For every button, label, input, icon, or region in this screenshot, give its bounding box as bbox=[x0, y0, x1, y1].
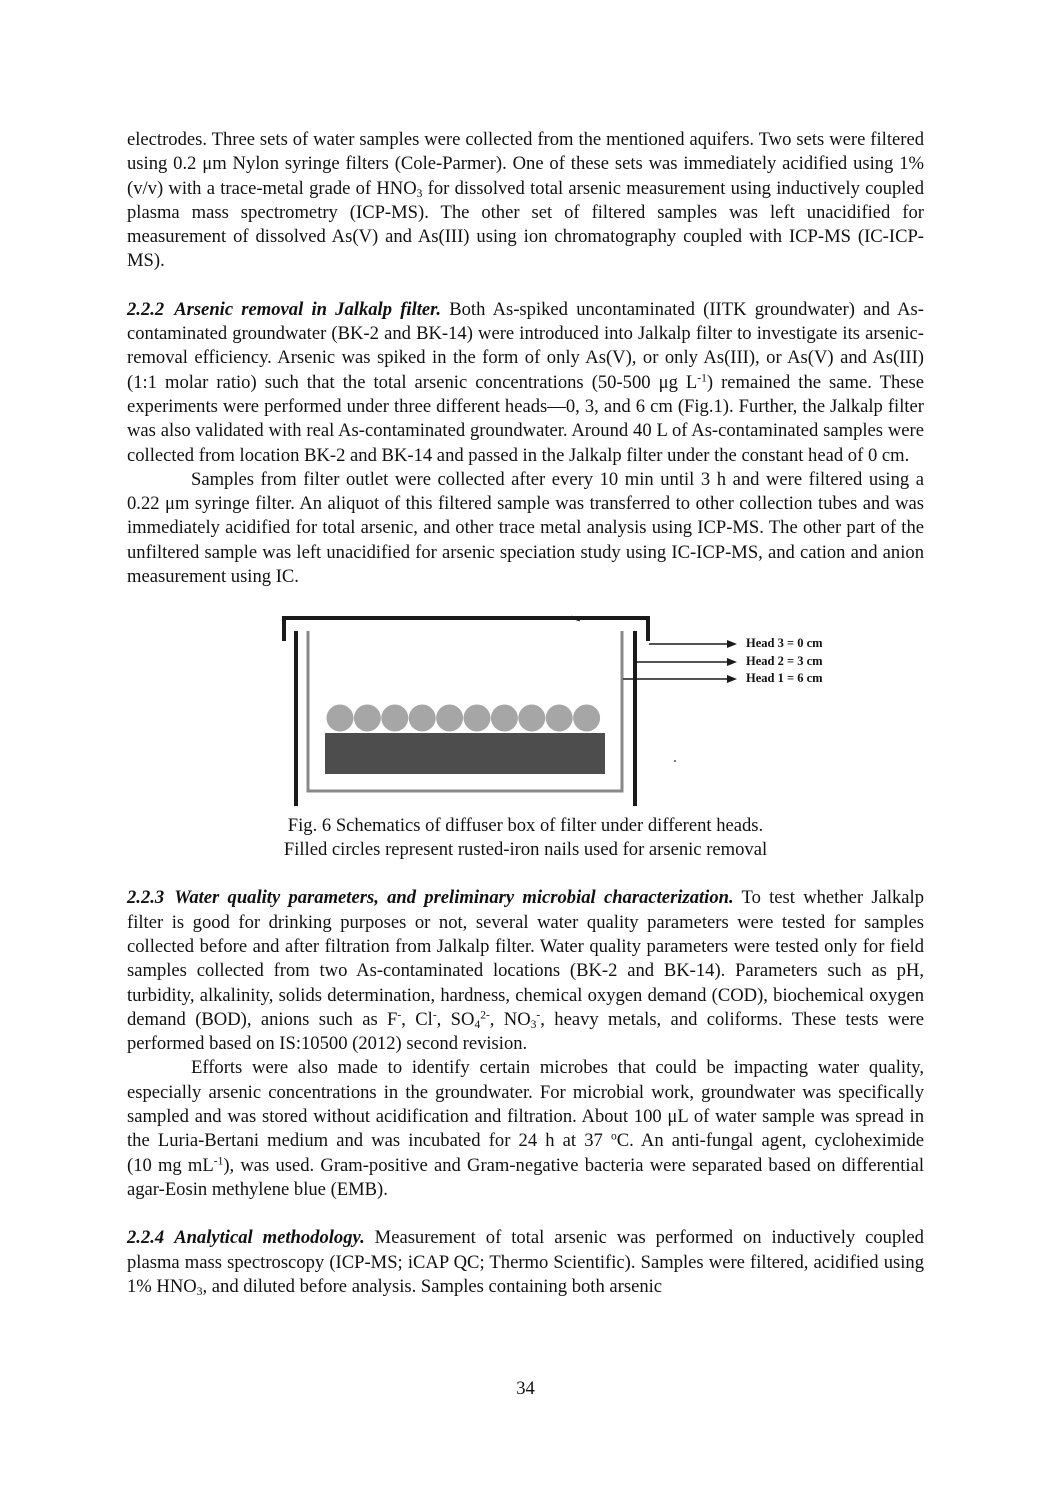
head-3-label: Head 3 = 0 cm bbox=[746, 636, 823, 651]
iron-nail-circle bbox=[354, 705, 381, 732]
superscript: o bbox=[610, 1130, 617, 1143]
superscript: - bbox=[536, 1009, 541, 1022]
superscript: 2- bbox=[480, 1009, 490, 1022]
text-run: ), was used. Gram-positive and Gram-negative bacteria were separated based on differential agar-Eosin methylene blue (EMB). bbox=[127, 1154, 924, 1200]
text-run: C. An anti-fungal agent, cycloheximide (10 mg mL bbox=[127, 1130, 924, 1176]
iron-nail-circle bbox=[381, 705, 408, 732]
section-title: Arsenic removal in Jalkalp filter. bbox=[174, 298, 442, 320]
section-2-2-3-paragraph bbox=[127, 886, 924, 1056]
head-2-label: Head 2 = 3 cm bbox=[746, 654, 823, 669]
paragraph-sample-collection: Samples from filter outlet were collected after every 10 min until 3 h and were filtered using a 0.22 μm syringe filter. An aliquot of this filtered sample was transferred to other collection tubes and was immediately acidified for total arsenic, and other trace metal analysis using ICP-MS. The other part of the unfiltered sample was left unacidified for arsenic speciation study using IC-ICP-MS, and cation and anion measurement using IC. bbox=[127, 468, 924, 588]
text-run: , and diluted before analysis. Samples containing both arsenic bbox=[202, 1275, 663, 1297]
page-number: 34 bbox=[516, 1378, 535, 1399]
stray-dot bbox=[674, 760, 676, 762]
superscript: - bbox=[432, 1009, 437, 1022]
superscript: -1 bbox=[697, 372, 707, 385]
text-run: for dissolved total arsenic measurement using inductively coupled plasma mass spectrometry (ICP-MS). The other set of filtered samples was left unacidified for measurement of dissolved As(V) and As(III) using ion chromatography coupled with ICP-MS (IC-ICP-MS). bbox=[127, 177, 924, 272]
head-1-label: Head 1 = 6 cm bbox=[746, 671, 823, 686]
iron-nail-circle bbox=[573, 705, 600, 732]
head-3-arrowhead bbox=[727, 640, 737, 648]
iron-nail-circle bbox=[464, 705, 491, 732]
caption-line-2: Filled circles represent rusted-iron nails used for arsenic removal bbox=[283, 839, 768, 861]
iron-nail-circle bbox=[546, 705, 573, 732]
subscript: 3 bbox=[196, 1285, 203, 1298]
section-number: 2.2.4 bbox=[127, 1227, 165, 1249]
section-title: Water quality parameters, and preliminary microbial characterization. bbox=[174, 887, 734, 909]
paragraph-gap bbox=[127, 274, 924, 298]
text-run: , heavy metals, and coliforms. These tests were performed based on IS:10500 (2012) second revision. bbox=[127, 1008, 924, 1055]
head-1-arrowhead bbox=[727, 675, 737, 683]
iron-nail-circle bbox=[491, 705, 518, 732]
subscript: 3 bbox=[530, 1018, 537, 1031]
iron-nail-circle bbox=[518, 705, 545, 732]
iron-nail-circle bbox=[436, 705, 463, 732]
iron-nail-circle bbox=[327, 705, 354, 732]
paragraph-microbial-work bbox=[127, 1056, 924, 1202]
section-title: Analytical methodology. bbox=[174, 1227, 365, 1249]
iron-nail-circle bbox=[409, 705, 436, 732]
diffuser-box-schematic bbox=[277, 606, 797, 806]
text-run: , NO bbox=[489, 1008, 531, 1030]
text-run: , SO bbox=[436, 1008, 475, 1030]
section-number: 2.2.2 bbox=[127, 298, 165, 320]
subscript: 4 bbox=[474, 1018, 481, 1031]
text-run: To test whether Jalkalp filter is good for drinking purposes or not, several water quality parameters were tested for samples collected before and after filtration from Jalkalp filter. Water quality parameters were tested only for field samples collected from two As-contaminated locations (BK-2 and BK-14). Parameters such as pH, turbidity, alkalinity, solids determination, hardness, chemical oxygen demand (COD), biochemical oxygen demand (BOD), anions such as F bbox=[127, 887, 924, 1030]
text-run: Efforts were also made to identify certain microbes that could be impacting water quality, especially arsenic concentrations in the groundwater. For microbial work, groundwater was specifically sampled and was stored without acidification and filtration. About 100 μL of water sample was spread in the Luria-Bertani medium and was incubated for 24 h at 37 bbox=[127, 1057, 924, 1152]
superscript: - bbox=[397, 1009, 402, 1022]
figure-caption bbox=[127, 814, 924, 862]
paragraph-gap bbox=[127, 1202, 924, 1226]
base-block bbox=[325, 733, 605, 774]
section-number: 2.2.3 bbox=[127, 887, 165, 909]
head-2-arrowhead bbox=[727, 658, 737, 666]
caption-line-1: Fig. 6 Schematics of diffuser box of filter under different heads. bbox=[287, 815, 764, 837]
page-body bbox=[127, 128, 924, 1299]
figure-diffuser-box bbox=[127, 606, 924, 806]
superscript: -1 bbox=[213, 1155, 224, 1168]
section-2-2-2-paragraph bbox=[127, 298, 924, 468]
lid-outline bbox=[284, 618, 648, 641]
section-2-2-4-paragraph bbox=[127, 1226, 924, 1299]
text-run: Measurement of total arsenic was performed on inductively coupled plasma mass spectroscopy (ICP-MS; iCAP QC; Thermo Scientific). Samples were filtered, acidified using 1% HNO bbox=[127, 1227, 924, 1297]
text-run: electrodes. Three sets of water samples were collected from the mentioned aquifers. Two sets were filtered using 0.2 μm Nylon syringe filters (Cole-Parmer). One of these sets was immediately acidified using 1% (v/v) with a trace-metal grade of HNO bbox=[127, 129, 924, 199]
text-run: Both As-spiked uncontaminated (IITK groundwater) and As-contaminated groundwater (BK-2 and BK-14) were introduced into Jalkalp filter to investigate its arsenic-removal efficiency. Arsenic was spiked in the form of only As(V), or only As(III), or As(V) and As(III) (1:1 molar ratio) such that the total arsenic concentrations (50-500 μg L bbox=[127, 298, 924, 393]
text-run: , Cl bbox=[401, 1008, 433, 1030]
text-run: ) remained the same. These experiments were performed under three different heads—0, 3, and 6 cm (Fig.1). Further, the Jalkalp filter was also validated with real As-contaminated groundwater. Around 40 L of As-contaminated samples were collected from location BK-2 and BK-14 and passed in the Jalkalp filter under the constant head of 0 cm. bbox=[127, 371, 924, 466]
paragraph-gap bbox=[127, 862, 924, 886]
paragraph-sampling bbox=[127, 128, 924, 274]
iron-nails bbox=[327, 705, 601, 732]
subscript: 3 bbox=[416, 187, 423, 200]
